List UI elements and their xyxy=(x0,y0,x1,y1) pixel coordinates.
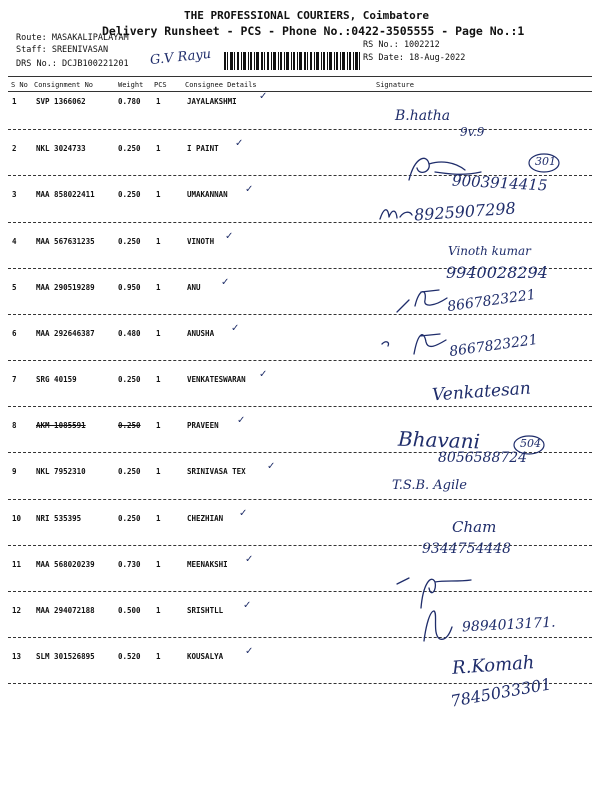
row-consignee: MEENAKSHI xyxy=(187,560,228,569)
row-pcs: 1 xyxy=(156,467,161,476)
row-consignee: VENKATESWARAN xyxy=(187,375,246,384)
check-mark-icon: ✓ xyxy=(237,415,246,426)
row-weight: 0.250 xyxy=(118,467,141,476)
drs-number: DRS No.: DCJB100221201 xyxy=(16,59,129,69)
row-consignee: ANUSHA xyxy=(187,329,215,338)
col-header-consignment: Consignment No xyxy=(34,81,94,89)
row-consignee: SRISHTLL xyxy=(187,606,224,615)
row-consignee: ANU xyxy=(187,283,201,292)
signature-8-phone: 8056588724 xyxy=(438,450,528,466)
row-consignment-no: MAA 294072188 xyxy=(36,606,95,615)
staff-label: Staff: SREENIVASAN xyxy=(16,45,109,55)
signature-1-name: B.hatha xyxy=(395,108,451,124)
row-divider xyxy=(8,222,592,223)
row-pcs: 1 xyxy=(156,283,161,292)
table-top-rule xyxy=(8,76,592,77)
check-mark-icon: ✓ xyxy=(259,91,268,102)
row-pcs: 1 xyxy=(156,652,161,661)
signature-7-name: Venkatesan xyxy=(431,378,532,406)
row-weight: 0.250 xyxy=(118,190,141,199)
col-header-weight: Weight xyxy=(118,81,144,89)
row-sno: 1 xyxy=(12,97,17,106)
row-consignee: JAYALAKSHMI xyxy=(187,97,237,106)
col-header-consignee: Consignee Details xyxy=(185,81,257,89)
check-mark-icon: ✓ xyxy=(231,323,240,334)
signature-3-scribble xyxy=(378,205,414,225)
row-weight: 0.780 xyxy=(118,97,141,106)
row-consignment-no: SLM 301526895 xyxy=(36,652,95,661)
row-consignment-no: AKM 1085591 xyxy=(36,421,86,430)
row-consignment-no: NKL 3024733 xyxy=(36,144,86,153)
signature-13-name: R.Komah xyxy=(451,652,536,679)
row-sno: 4 xyxy=(12,237,17,246)
row-sno: 8 xyxy=(12,421,17,430)
row-consignee: VINOTH xyxy=(187,237,215,246)
row-sno: 5 xyxy=(12,283,17,292)
row-divider xyxy=(8,360,592,361)
check-mark-icon: ✓ xyxy=(259,369,268,380)
row-consignment-no: MAA 858022411 xyxy=(36,190,95,199)
row-pcs: 1 xyxy=(156,97,161,106)
row-weight: 0.250 xyxy=(118,375,141,384)
check-mark-icon: ✓ xyxy=(243,600,252,611)
signature-5-phone: 8667823221 xyxy=(446,286,537,316)
row-divider xyxy=(8,406,592,407)
runsheet-title: Delivery Runsheet - PCS - Phone No.:0422-3505555 - Page No.:1 xyxy=(102,24,525,38)
row-pcs: 1 xyxy=(156,237,161,246)
row-consignee: PRAVEEN xyxy=(187,421,219,430)
row-pcs: 1 xyxy=(156,329,161,338)
row-weight: 0.500 xyxy=(118,606,141,615)
signature-1-extra: 9v.9 xyxy=(460,125,485,139)
signature-12-phone: 9894013171. xyxy=(461,614,556,636)
signature-8-stamp: 504 xyxy=(520,437,541,450)
check-mark-icon: ✓ xyxy=(267,461,276,472)
row-consignee: I PAINT xyxy=(187,144,219,153)
row-sno: 2 xyxy=(12,144,17,153)
row-sno: 12 xyxy=(12,606,22,615)
handwritten-initial: G.V Rayu xyxy=(149,46,212,69)
check-mark-icon: ✓ xyxy=(245,184,254,195)
row-sno: 9 xyxy=(12,467,17,476)
row-divider xyxy=(8,129,592,130)
signature-12-scribble xyxy=(418,605,458,645)
row-consignee: SRINIVASA TEX xyxy=(187,467,246,476)
route-label: Route: MASAKALIPALAYAM xyxy=(16,33,129,43)
row-sno: 11 xyxy=(12,560,22,569)
row-weight: 0.730 xyxy=(118,560,141,569)
row-pcs: 1 xyxy=(156,421,161,430)
signature-4-name: Vinoth kumar xyxy=(448,244,531,258)
row-consignment-no: NRI 535395 xyxy=(36,514,82,523)
row-weight: 0.250 xyxy=(118,237,141,246)
row-divider xyxy=(8,637,592,638)
row-consignee: CHEZHIAN xyxy=(187,514,224,523)
row-consignment-no: MAA 567631235 xyxy=(36,237,95,246)
row-consignment-no: SRG 40159 xyxy=(36,375,77,384)
row-weight: 0.950 xyxy=(118,283,141,292)
signature-10-name: Cham xyxy=(452,518,497,536)
row-pcs: 1 xyxy=(156,560,161,569)
signature-6-scribble xyxy=(380,322,450,358)
check-mark-icon: ✓ xyxy=(225,231,234,242)
signature-6-phone: 8667823221 xyxy=(448,331,539,361)
header-bottom-rule xyxy=(8,91,592,92)
row-sno: 7 xyxy=(12,375,17,384)
row-weight: 0.520 xyxy=(118,652,141,661)
signature-8-name: Bhavani xyxy=(397,426,481,454)
check-mark-icon: ✓ xyxy=(245,554,254,565)
col-header-pcs: PCS xyxy=(154,81,167,89)
row-consignee: UMAKANNAN xyxy=(187,190,228,199)
row-sno: 6 xyxy=(12,329,17,338)
row-consignment-no: MAA 568020239 xyxy=(36,560,95,569)
col-header-signature: Signature xyxy=(376,81,414,89)
col-header-sno: S No xyxy=(11,81,28,89)
signature-3-phone: 8925907298 xyxy=(413,198,517,225)
row-pcs: 1 xyxy=(156,606,161,615)
row-pcs: 1 xyxy=(156,190,161,199)
check-mark-icon: ✓ xyxy=(235,138,244,149)
row-consignment-no: SVP 1366062 xyxy=(36,97,86,106)
check-mark-icon: ✓ xyxy=(239,508,248,519)
rs-date: RS Date: 18-Aug-2022 xyxy=(363,53,466,63)
signature-13-phone: 7845033301 xyxy=(449,674,553,711)
row-sno: 3 xyxy=(12,190,17,199)
check-mark-icon: ✓ xyxy=(221,277,230,288)
row-pcs: 1 xyxy=(156,375,161,384)
check-mark-icon: ✓ xyxy=(245,646,254,657)
signature-4-phone: 9940028294 xyxy=(446,263,548,282)
row-divider xyxy=(8,499,592,500)
signature-10-phone: 9344754448 xyxy=(422,541,512,557)
row-divider xyxy=(8,591,592,592)
signature-2-stamp: 301 xyxy=(535,155,556,168)
row-weight: 0.250 xyxy=(118,514,141,523)
row-consignment-no: MAA 290519289 xyxy=(36,283,95,292)
row-consignment-no: NKL 7952310 xyxy=(36,467,86,476)
signature-5-scribble xyxy=(395,282,451,316)
signature-2-phone: 9003914415 xyxy=(451,171,548,195)
row-weight: 0.250 xyxy=(118,421,141,430)
row-divider xyxy=(8,314,592,315)
row-consignee: KOUSALYA xyxy=(187,652,224,661)
row-sno: 13 xyxy=(12,652,22,661)
barcode-image xyxy=(224,52,360,70)
row-consignment-no: MAA 292646387 xyxy=(36,329,95,338)
company-title: THE PROFESSIONAL COURIERS, Coimbatore xyxy=(184,9,430,22)
row-pcs: 1 xyxy=(156,514,161,523)
row-weight: 0.250 xyxy=(118,144,141,153)
row-weight: 0.480 xyxy=(118,329,141,338)
signature-9-name: T.S.B. Agile xyxy=(392,478,468,493)
row-pcs: 1 xyxy=(156,144,161,153)
row-sno: 10 xyxy=(12,514,22,523)
rs-number: RS No.: 1002212 xyxy=(363,40,440,50)
